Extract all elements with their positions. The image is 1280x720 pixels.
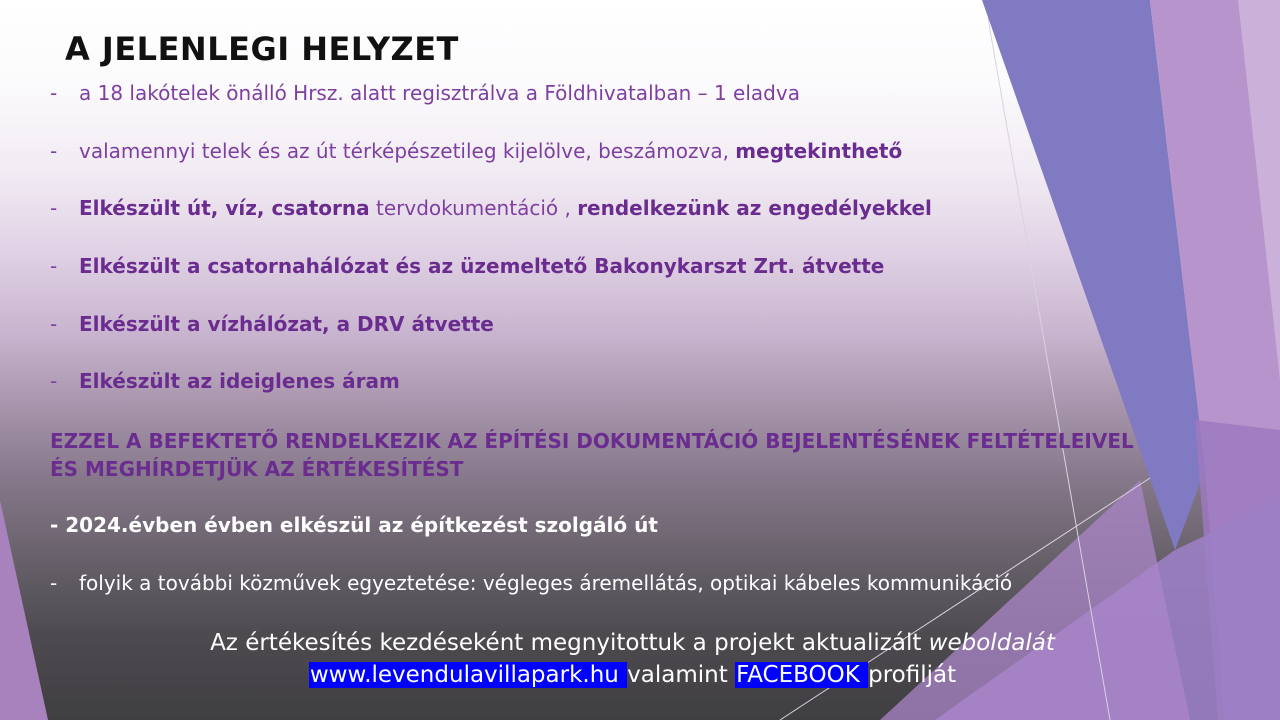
footer-italic-text: weboldalát: [928, 630, 1055, 656]
bullet-registered-lots: [50, 81, 800, 105]
slide-title: A JELENLEGI HELYZET: [65, 30, 459, 68]
bullet-bold-text: megtekinthető: [735, 139, 903, 163]
footer-text: valamint: [627, 662, 736, 688]
bullet-dash: -: [50, 312, 58, 336]
footer-text: Az értékesítés kezdéseként megnyitottuk a projekt aktualizált: [210, 630, 929, 656]
bullet-text: folyik a további közművek egyeztetése: végleges áremellátás, optikai kábeles kommunikáció: [79, 571, 1013, 595]
bullet-utilities: [50, 571, 1012, 595]
bullet-dash: -: [50, 196, 58, 220]
bullet-dash: -: [50, 571, 58, 595]
bullet-text: a 18 lakótelek önálló Hrsz. alatt regisztrálva a Földhivatalban – 1 eladva: [79, 81, 800, 105]
bullet-water-network: [50, 312, 494, 336]
footer-line-2: [0, 662, 1265, 688]
bullet-temporary-power: [50, 369, 400, 393]
website-link[interactable]: www.levendulavillapark.hu: [309, 662, 627, 688]
bullet-dash: -: [50, 369, 58, 393]
road-2024-line: - 2024.évben évben elkészül az építkezést szolgáló út: [50, 513, 658, 537]
footer-text: profilját: [868, 662, 957, 688]
bullet-bold-text: rendelkezünk az engedélyekkel: [577, 196, 932, 220]
bullet-bold-text: Elkészült a vízhálózat, a DRV átvette: [79, 312, 494, 336]
investor-statement-line-1: EZZEL A BEFEKTETŐ RENDELKEZIK AZ ÉPÍTÉSI DOKUMENTÁCIÓ BEJELENTÉSÉNEK FELTÉTELEIVEL: [50, 429, 1134, 453]
bullet-sewer-network: [50, 254, 884, 278]
investor-statement: [50, 427, 1134, 483]
bullet-dash: -: [50, 81, 58, 105]
bullet-bold-text: Elkészült a csatornahálózat és az üzemeltető Bakonykarszt Zrt. átvette: [79, 254, 885, 278]
facebook-link[interactable]: FACEBOOK: [736, 662, 868, 688]
bullet-bold-text: Elkészült út, víz, csatorna: [79, 196, 370, 220]
investor-statement-line-2: ÉS MEGHÍRDETJÜK AZ ÉRTÉKESÍTÉST: [50, 457, 464, 481]
bullet-text: tervdokumentáció ,: [369, 196, 578, 220]
bullet-plan-documents: [50, 196, 932, 220]
bullet-dash: -: [50, 139, 58, 163]
bullet-bold-text: Elkészült az ideiglenes áram: [79, 369, 400, 393]
footer-line-1: [0, 630, 1265, 656]
bullet-surveyed-lots: [50, 139, 902, 163]
bullet-text: valamennyi telek és az út térképészetileg kijelölve, beszámozva,: [79, 139, 736, 163]
bullet-dash: -: [50, 254, 58, 278]
